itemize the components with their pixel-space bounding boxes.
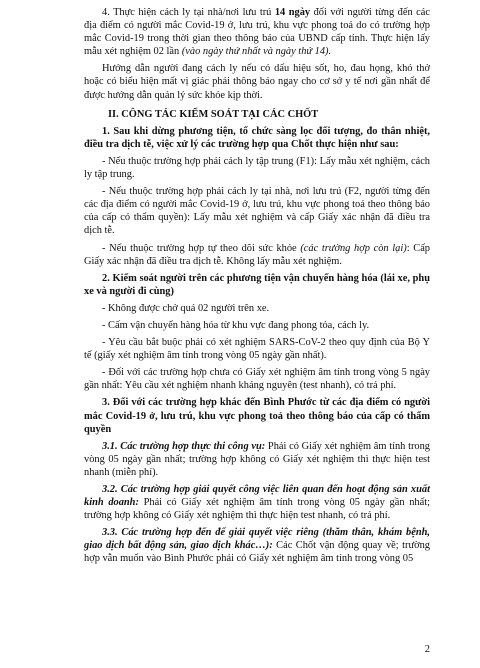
subitem-3-2 <box>84 483 430 522</box>
item-2-bullet-1: - Không được chở quá 02 người trên xe. <box>102 302 270 314</box>
item-1-bullet-1: - Nếu thuộc trường hợp phải cách ly tập trung (F1): Lấy mẫu xét nghiệm, cách ly tập trung. <box>84 155 430 181</box>
item-1-bullet-3-note: (các trường hợp còn lại) <box>300 242 407 254</box>
item-3-heading: 3. Đối với các trường hợp khác đến Bình Phước từ các địa điểm có người mắc Covid-19 ở, lưu trú, khu vực phong toả theo thông báo của cấp có thẩm quyền <box>84 397 430 435</box>
item-2-bullet-2: - Cấm vận chuyển hàng hóa từ khu vực đang phong tỏa, cách ly. <box>102 319 370 331</box>
item-2-bullet-3: - Yêu cầu bắt buộc phải có xét nghiệm SARS-CoV-2 theo quy định của Bộ Y tế (giấy xét nghiệm âm tính trong vòng 05 ngày gần nhất). <box>84 337 430 362</box>
item-1-heading: 1. Sau khi dừng phương tiện, tổ chức sàng lọc đối tượng, đo thân nhiệt, điều tra dịch tễ, việc xử lý các trường hợp qua Chốt thực hiện như sau: <box>84 125 430 150</box>
subitem-3-1-title: 3.1. Các trường hợp thực thi công vụ: <box>102 440 266 452</box>
item-4-duration: 14 ngày <box>274 7 311 18</box>
paragraph-item-4 <box>84 6 430 58</box>
item-2-heading: 2. Kiểm soát người trên các phương tiện vận chuyển hàng hóa (lái xe, phụ xe và người đi cùng) <box>84 272 430 297</box>
subitem-3-2-title: 3.2. Các trường hợp giải quyết công việc liên quan đến hoạt động sản xuất kinh doanh: <box>84 484 430 509</box>
item-4-text: 4. Thực hiện cách ly tại nhà/nơi lưu trú <box>102 7 275 18</box>
item-4-text-cont: đối với người từng đến các địa điểm có người mắc Covid-19 ở, lưu trú, khu vực phong toả do có trường hợp mắc Covid-19 trong thời gian theo thông báo của UBND cấp tỉnh. Thực hiện lấy mẫu xét nghiệm 02 lần <box>84 7 430 58</box>
subitem-3-1 <box>84 440 430 479</box>
subitem-3-3 <box>84 526 430 565</box>
item-1-bullet-3 <box>84 242 430 268</box>
page-number: 2 <box>424 643 430 655</box>
item-1-bullet-3-text: - Nếu thuộc trường hợp tự theo dõi sức khỏe <box>102 242 301 254</box>
subitem-3-3-text: Các Chốt vận động quay về; trường hợp vẫn muốn vào Bình Phước phải có Giấy xét nghiệm âm tính trong vòng 05 <box>84 540 430 565</box>
subitem-3-3-title: 3.3. Các trường hợp đến để giải quyết việc riêng (thăm thân, khám bệnh, giao dịch bất động sản, giao dịch khác…): <box>84 527 430 552</box>
item-1-bullet-3-text-cont: : Cấp Giấy xác nhận đã điều tra dịch tễ. Không lấy mẫu xét nghiệm. <box>84 242 430 267</box>
item-2-bullet-4: - Đối với các trường hợp chưa có Giấy xét nghiệm âm tính trong vòng 5 ngày gần nhất: Yêu cầu xét nghiệm nhanh kháng nguyên (test nhanh), có trả phí. <box>84 367 430 392</box>
section-2-heading: II. CÔNG TÁC KIỂM SOÁT TẠI CÁC CHỐT <box>108 108 319 120</box>
item-4-note: (vào ngày thứ nhất và ngày thứ 14). <box>181 46 332 58</box>
subitem-3-1-text: Phải có Giấy xét nghiệm âm tính trong vòng 05 ngày gần nhất; trường hợp không có Giấy xét nghiệm thì thực hiện test nhanh (miễn phí). <box>84 440 430 478</box>
subitem-3-2-text: Phải có Giấy xét nghiệm âm tính trong vòng 05 ngày gần nhất; trường hợp không có Giấy xét nghiệm thì thực hiện test nhanh, có trả phí. <box>84 497 430 522</box>
paragraph-guidance: Hướng dẫn người đang cách ly nếu có dấu hiệu sốt, ho, đau họng, khó thở hoặc có biểu hiện mất vị giác phải thông báo ngay cho cơ sở y tế nơi gần nhất để được hướng dẫn quản lý sức khỏe kịp thời. <box>84 63 430 101</box>
item-1-bullet-2: - Nếu thuộc trường hợp phải cách ly tại nhà, nơi lưu trú (F2, người từng đến các địa điểm có người mắc Covid-19 ở, lưu trú, khu vực phong toả theo thông báo của cấp có thẩm quyền): Lấy mẫu xét nghiệm và cấp Giấy xác nhận đã điều tra dịch tễ. <box>84 186 430 237</box>
